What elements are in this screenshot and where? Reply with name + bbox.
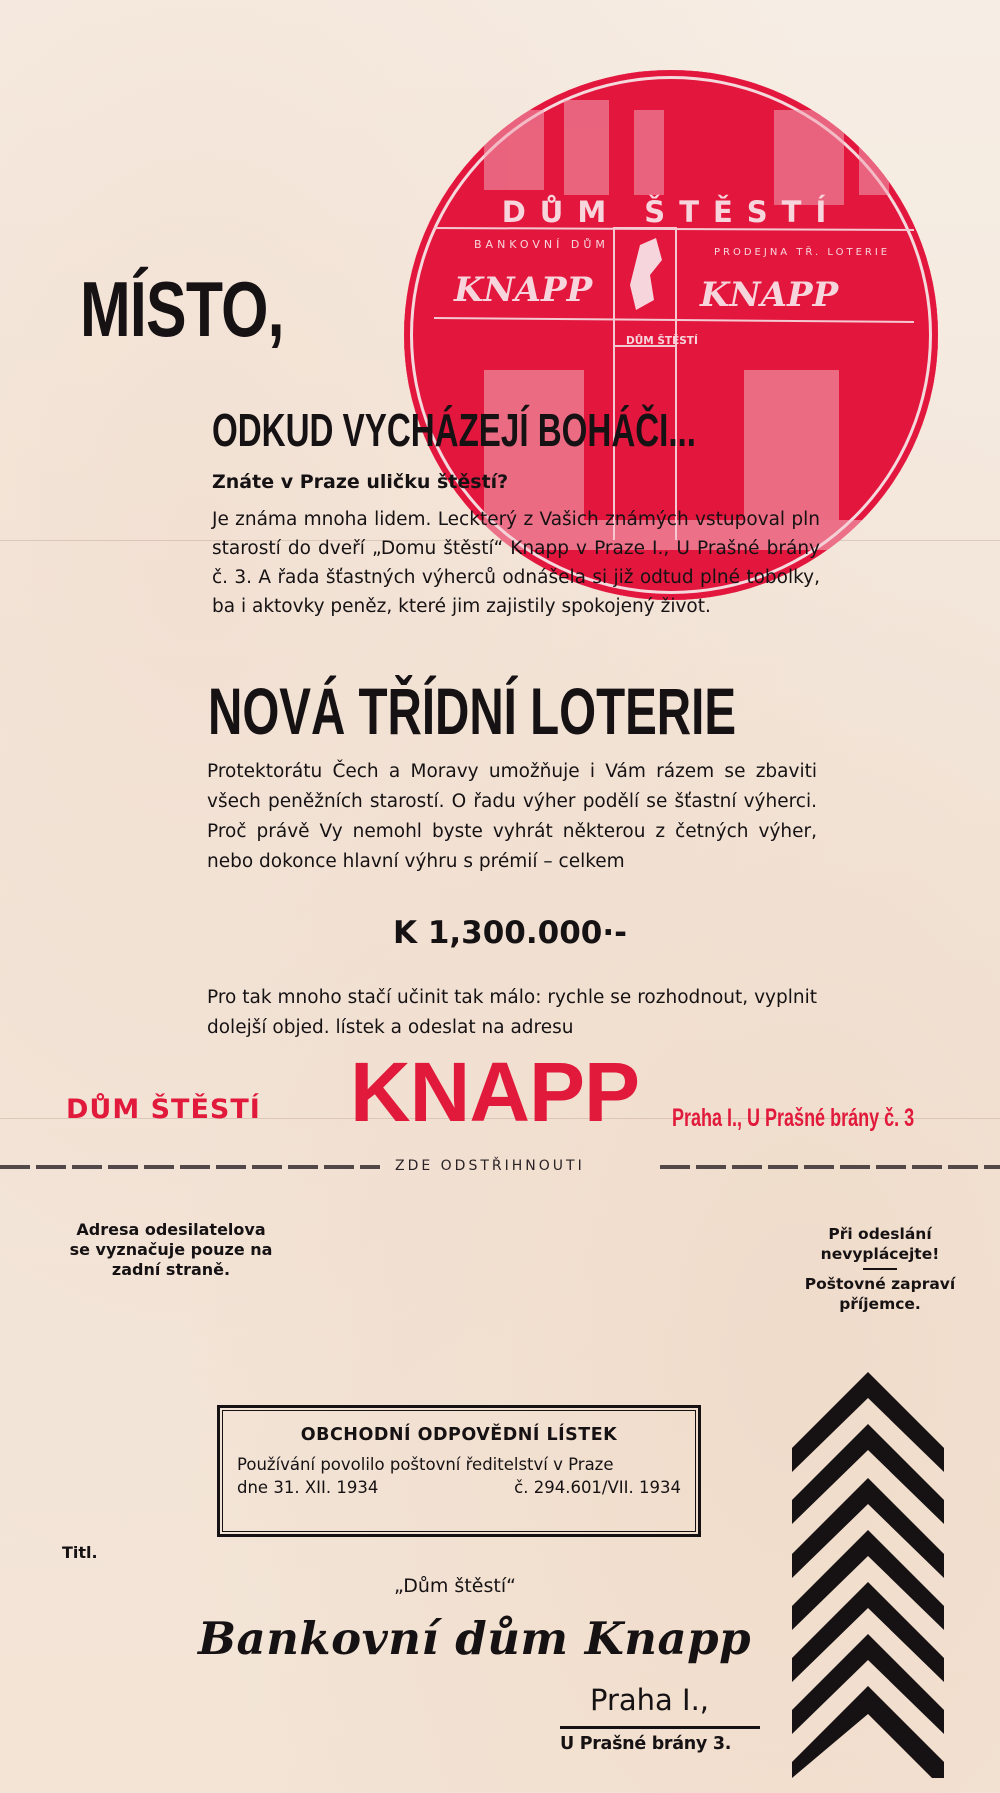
shop-sign-right-small: PRODEJNA TŘ. LOTERIE (714, 247, 891, 258)
dashed-line-left (0, 1165, 380, 1169)
prize-amount: K 1,300.000·- (393, 915, 627, 951)
address-divider (560, 1726, 760, 1729)
postage-note-2: Poštovné zapraví příjemce. (804, 1275, 956, 1313)
box-permit-date: dne 31. XII. 1934 (237, 1478, 379, 1497)
divider (863, 1268, 897, 1270)
postage-note-1: Při odeslání nevyplácejte! (820, 1225, 940, 1263)
recipient-name: Bankovní dům Knapp (198, 1612, 752, 1665)
cut-line-label: ZDE ODSTŘIHNOUTI (395, 1158, 585, 1174)
shop-sign-left-small: BANKOVNÍ DŮM (474, 238, 609, 251)
intro-paragraph (212, 505, 820, 621)
postage-note (780, 1224, 980, 1314)
dashed-line-right (660, 1165, 1000, 1169)
business-reply-box (217, 1405, 701, 1537)
shop-sign-right-name: KNAPP (700, 275, 839, 315)
box-title: OBCHODNÍ ODPOVĚDNÍ LÍSTEK (300, 1425, 618, 1445)
shop-sign-main: DŮM ŠTĚSTÍ (501, 195, 841, 229)
intro-text: Je známa mnoha lidem. Leckterý z Vašich známých vstupoval pln starostí do dveří „Domu štěstí“ Knapp v Praze I., U Prašné brány č. 3. A řada šťastných výherců odnášela si již odtud plné tobolky, ba i aktovky peněz, které jim zajistily spokojený život. (212, 509, 820, 617)
lottery-text: Protektorátu Čech a Moravy umožňuje i Vám rázem se zbaviti všech peněžních starostí. O řadu výher podělí se šťastní výherci. Proč právě Vy nemohl byste vyhrát některou z četných výher, nebo dokonce hlavní výhru s prémií – celkem (207, 761, 817, 872)
salutation: Titl. (62, 1543, 98, 1562)
headline-secondary: ODKUD VYCHÁZEJÍ BOHÁČI... (212, 404, 696, 456)
box-permit-line: Používání povolilo poštovní ředitelství v Praze (237, 1455, 614, 1474)
chevron-up-arrows-icon (792, 1358, 944, 1778)
box-permit-row (237, 1478, 681, 1497)
business-reply-box-inner (222, 1410, 696, 1532)
headline-primary: MÍSTO, (80, 265, 284, 353)
lottery-heading: NOVÁ TŘÍDNÍ LOTERIE (208, 674, 737, 748)
cta-text: Pro tak mnoho stačí učinit tak málo: rychle se rozhodnout, vyplnit dolejší objed. lístek a odeslat na adresu (207, 986, 817, 1038)
lottery-paragraph (207, 757, 817, 877)
brand-address: Praha I., U Prašné brány č. 3 (672, 1104, 915, 1132)
shop-sign-center: DŮM ŠTĚSTÍ (626, 335, 698, 347)
recipient-city: Praha I., (590, 1683, 710, 1717)
subheading-question: Znáte v Praze uličku štěstí? (212, 471, 509, 493)
recipient-street: U Prašné brány 3. (560, 1734, 732, 1754)
sender-address-note: Adresa odesilatelova se vyznačuje pouze na zadní straně. (69, 1220, 273, 1279)
brand-prefix: DŮM ŠTĚSTÍ (66, 1094, 261, 1125)
shop-sign-left-name: KNAPP (454, 270, 593, 310)
recipient-quote: „Dům štěstí“ (394, 1575, 516, 1597)
brand-name: KNAPP (350, 1045, 640, 1139)
box-permit-number: č. 294.601/VII. 1934 (514, 1478, 681, 1497)
